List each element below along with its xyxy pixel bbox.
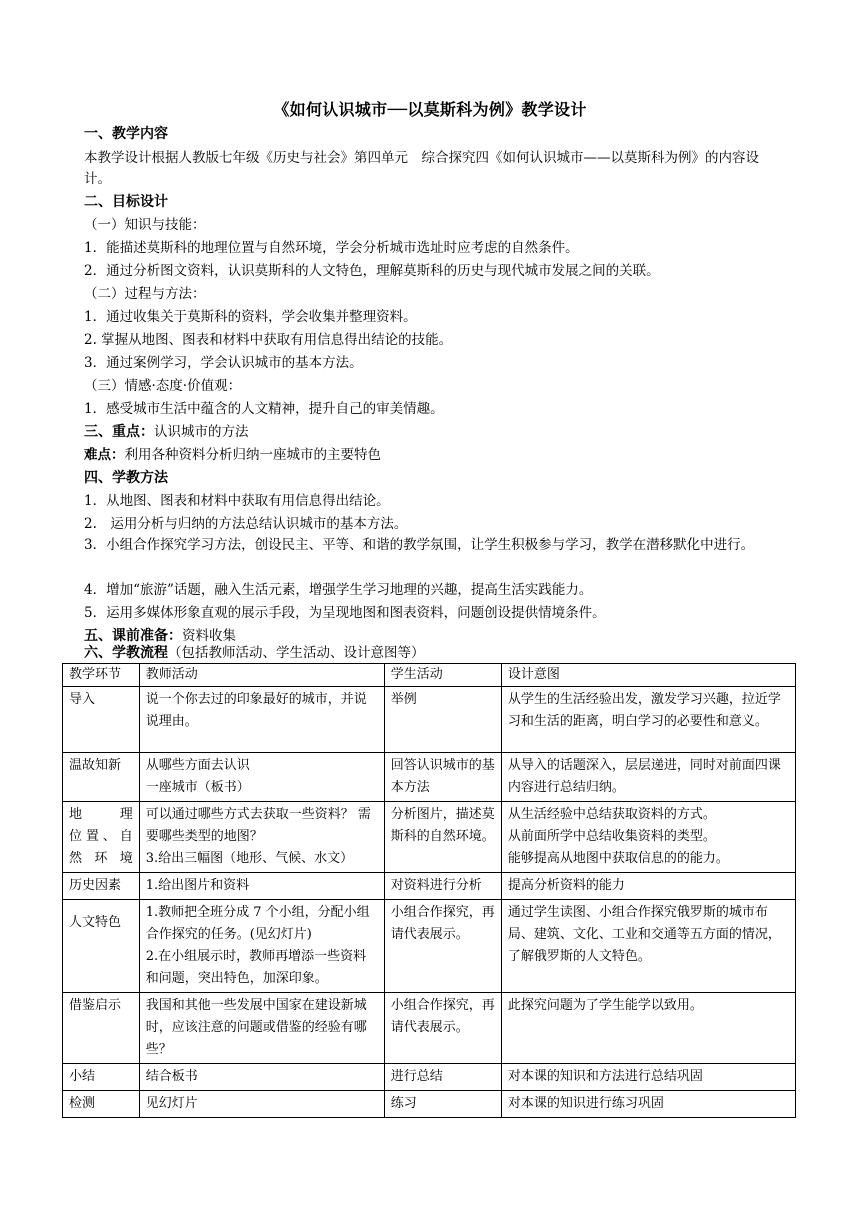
stage-cell: 导入: [63, 687, 140, 753]
difficulty-line: [84, 446, 381, 464]
student-cell: 进行总结: [384, 1064, 501, 1091]
method-item: 3．小组合作探究学习方法，创设民主、平等、和谐的教学氛围，让学生积极参与学习，教学在潜移默化中进行。: [84, 537, 755, 553]
student-cell: 小组合作探究，再请代表展示。: [384, 993, 501, 1064]
student-cell: 举例: [384, 687, 501, 753]
document-title: 《如何认识城市──以莫斯科为例》教学设计: [273, 100, 587, 119]
column-header: 教学环节: [63, 664, 140, 687]
intent-cell: 对本课的知识进行练习巩固: [501, 1091, 795, 1118]
goal-item: 1．通过收集关于莫斯科的资料，学会收集并整理资料。: [84, 309, 417, 325]
intent-cell: 从导入的话题深入，层层递进，同时对前面四课内容进行总结归纳。: [501, 753, 795, 802]
intent-cell: 此探究问题为了学生能学以致用。: [501, 993, 795, 1064]
table-row: [63, 900, 796, 993]
teacher-cell: 我国和其他一些发展中国家在建设新城时，应该注意的问题或借鉴的经验有哪些？: [139, 993, 384, 1064]
subheading-knowledge: （一）知识与技能：: [84, 217, 206, 233]
teacher-cell: 结合板书: [139, 1064, 384, 1091]
goal-item: 2．通过分析图文资料，认识莫斯科的人文特色，理解莫斯科的历史与现代城市发展之间的关联。: [84, 263, 660, 279]
section-heading-content: 一、教学内容: [84, 126, 168, 142]
stage-cell: 历史因素: [63, 873, 140, 900]
key-point-line: [84, 423, 249, 441]
subheading-attitude: （三）情感·态度·价值观：: [84, 378, 242, 394]
table-row: [63, 687, 796, 753]
intent-cell: 从生活经验中总结获取资料的方式。 从前面所学中总结收集资料的类型。 能够提高从地图中获取信息的的能力。: [501, 802, 795, 873]
stage-cell: 人文特色: [63, 900, 140, 993]
table-row: [63, 1091, 796, 1118]
intent-cell: 通过学生读图、小组合作探究俄罗斯的城市布局、建筑、文化、工业和交通等五方面的情况，了解俄罗斯的人文特色。: [501, 900, 795, 993]
table-row: [63, 873, 796, 900]
teacher-cell: 见幻灯片: [139, 1091, 384, 1118]
goal-item: 1．能描述莫斯科的地理位置与自然环境，学会分析城市选址时应考虑的自然条件。: [84, 240, 579, 256]
teacher-cell: 说一个你去过的印象最好的城市，并说说理由。: [139, 687, 384, 753]
goal-item: 3．通过案例学习，学会认识城市的基本方法。: [84, 355, 363, 371]
section-text-content: 本教学设计根据人教版七年级《历史与社会》第四单元 综合探究四《如何认识城市——以莫斯科为例》的内容设计。: [84, 150, 759, 187]
preparation-line: [84, 627, 236, 645]
student-cell: 练习: [384, 1091, 501, 1118]
table-row: [63, 1064, 796, 1091]
method-item: 1．从地图、图表和材料中获取有用信息得出结论。: [84, 493, 390, 509]
table-row: [63, 993, 796, 1064]
section-heading-goals: 二、目标设计: [84, 194, 168, 210]
method-item: 2. 运用分析与归纳的方法总结认识城市的基本方法。: [84, 516, 408, 532]
student-cell: 小组合作探究，再请代表展示。: [384, 900, 501, 993]
preparation-text: 资料收集: [182, 628, 236, 644]
table-row: [63, 802, 796, 873]
teacher-cell: 可以通过哪些方式去获取一些资料？ 需要哪些类型的地图？ 3.给出三幅图（地形、气候、水文）: [139, 802, 384, 873]
student-cell: 对资料进行分析: [384, 873, 501, 900]
student-cell: 回答认识城市的基本方法: [384, 753, 501, 802]
stage-cell: 温故知新: [63, 753, 140, 802]
stage-cell: 地 理 位置、自然环境: [63, 802, 140, 873]
column-header: 设计意图: [501, 664, 795, 687]
intent-cell: 从学生的生活经验出发，激发学习兴趣，拉近学习和生活的距离，明白学习的必要性和意义。: [501, 687, 795, 753]
column-header: 教师活动: [139, 664, 384, 687]
stage-cell: 小结: [63, 1064, 140, 1091]
flow-note: （包括教师活动、学生活动、设计意图等）: [168, 645, 425, 661]
key-point-text: 认识城市的方法: [154, 424, 249, 440]
teacher-cell: 1.教师把全班分成 7 个小组，分配小组合作探究的任务。(见幻灯片) 2.在小组展示时，教师再增添一些资料和问题，突出特色，加深印象。: [139, 900, 384, 993]
method-item: 4．增加“旅游”话题，融入生活元素，增强学生学习地理的兴趣，提高生活实践能力。: [84, 582, 593, 598]
section-heading-prep: 五、课前准备：: [84, 628, 182, 644]
subheading-process: （二）过程与方法：: [84, 286, 206, 302]
difficulty-text: 利用各种资料分析归纳一座城市的主要特色: [124, 447, 381, 463]
stage-cell: 检测: [63, 1091, 140, 1118]
column-header: 学生活动: [384, 664, 501, 687]
intent-cell: 对本课的知识和方法进行总结巩固: [501, 1064, 795, 1091]
teacher-cell: 从哪些方面去认识 一座城市（板书）: [139, 753, 384, 802]
section-heading-flow: 六、学教流程: [84, 645, 168, 661]
table-header-row: [63, 664, 796, 687]
table-row: [63, 753, 796, 802]
flow-heading-line: [84, 644, 425, 662]
goal-item: 2. 掌握从地图、图表和材料中获取有用信息得出结论的技能。: [84, 332, 453, 348]
teaching-flow-table: [62, 663, 796, 1118]
goal-item: 1．感受城市生活中蕴含的人文精神，提升自己的审美情趣。: [84, 401, 444, 417]
student-cell: 分析图片，描述莫斯科的自然环境。: [384, 802, 501, 873]
section-heading-key: 三、重点：: [84, 424, 154, 440]
intent-cell: 提高分析资料的能力: [501, 873, 795, 900]
section-heading-methods: 四、学教方法: [84, 470, 168, 486]
method-item: 5．运用多媒体形象直观的展示手段，为呈现地图和图表资料，问题创设提供情境条件。: [84, 605, 606, 621]
stage-cell: 借鉴启示: [63, 993, 140, 1064]
difficulty-label: 难点：: [84, 447, 125, 463]
teacher-cell: 1.给出图片和资料: [139, 873, 384, 900]
